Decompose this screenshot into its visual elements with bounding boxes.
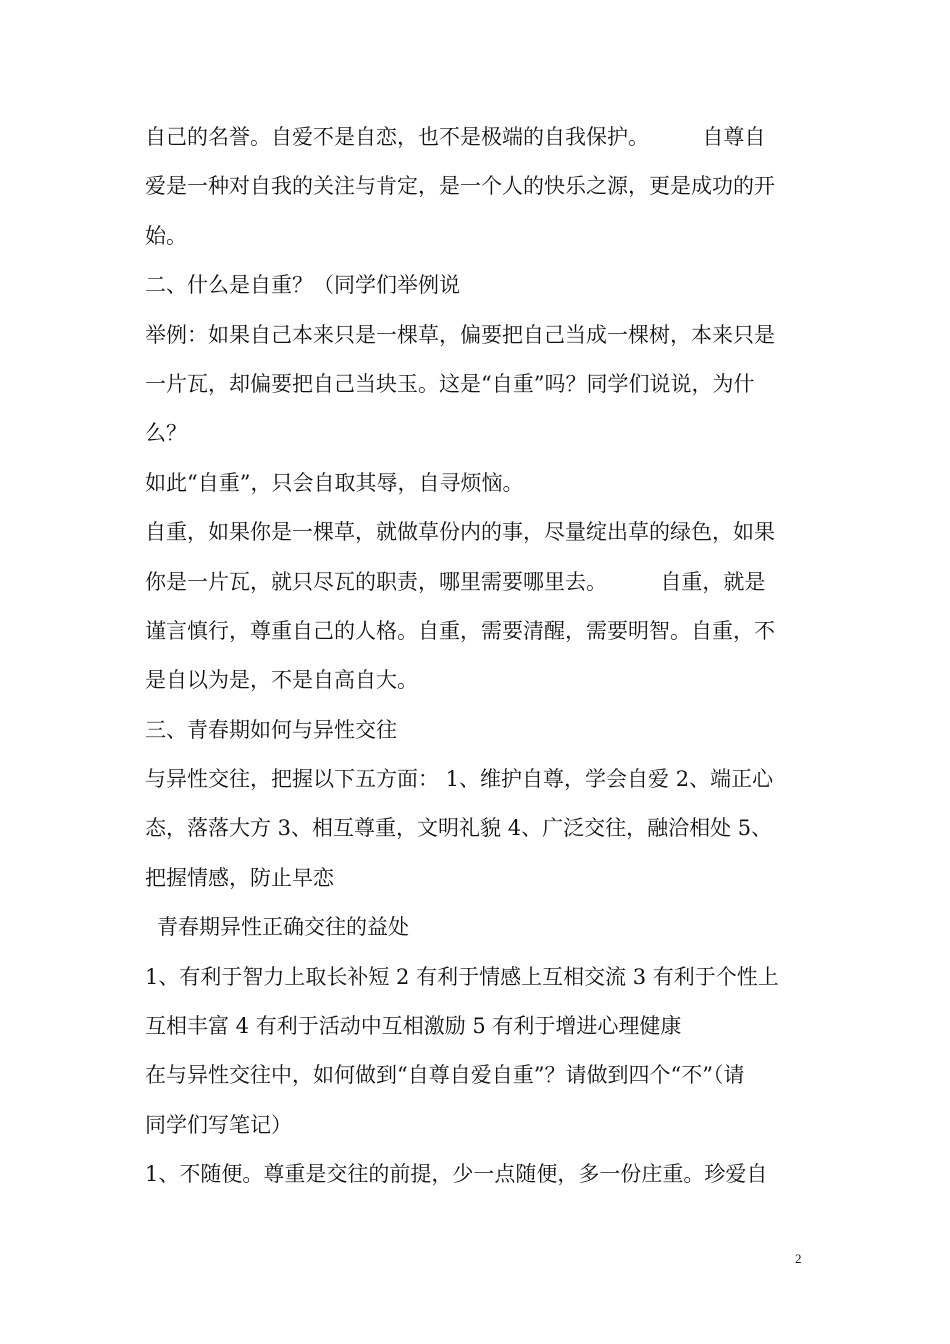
text-line: 爱是一种对自我的关注与肯定，是一个人的快乐之源，更是成功的开 xyxy=(145,174,775,199)
text-line: 自重，如果你是一棵草，就做草份内的事，尽量绽出草的绿色，如果 xyxy=(145,520,775,545)
text-line: 你是一片瓦，就只尽瓦的职责，哪里需要哪里去。 自重，就是 xyxy=(145,569,766,594)
text-line: 始。 xyxy=(145,223,187,248)
text-line: 是自以为是，不是自高自大。 xyxy=(145,668,418,693)
body-text xyxy=(145,113,810,1200)
text-line: 举例：如果自己本来只是一棵草，偏要把自己当成一棵树，本来只是 xyxy=(145,322,775,347)
text-line: 一片瓦，却偏要把自己当块玉。这是“自重”吗？同学们说说，为什 xyxy=(145,371,755,396)
text-line: 谨言慎行，尊重自己的人格。自重，需要清醒，需要明智。自重，不 xyxy=(145,618,775,643)
section-heading: 二、什么是自重？（同学们举例说 xyxy=(145,273,460,298)
text-line: 1、有利于智力上取长补短 2 有利于情感上互相交流 3 有利于个性上 xyxy=(145,964,779,989)
text-line: 与异性交往，把握以下五方面： 1、维护自尊，学会自爱 2、端正心 xyxy=(145,767,774,792)
text-line: 如此“自重”，只会自取其辱，自寻烦恼。 xyxy=(145,470,524,495)
text-line: 1、不随便。尊重是交往的前提，少一点随便，多一份庄重。珍爱自 xyxy=(145,1162,768,1187)
text-line: 同学们写笔记） xyxy=(145,1112,292,1137)
page-number: 2 xyxy=(795,1251,802,1266)
text-line: 态，落落大方 3、相互尊重，文明礼貌 4、广泛交往，融洽相处 5、 xyxy=(145,816,773,841)
text-line: 互相丰富 4 有利于活动中互相激励 5 有利于增进心理健康 xyxy=(145,1014,682,1039)
section-heading: 三、青春期如何与异性交往 xyxy=(145,717,397,742)
text-line: 自己的名誉。自爱不是自恋，也不是极端的自我保护。 自尊自 xyxy=(145,125,766,149)
text-line: 在与异性交往中，如何做到“自尊自爱自重”？请做到四个“不”（请 xyxy=(145,1063,745,1088)
text-line: 把握情感，防止早恋 xyxy=(145,865,334,890)
subheading: 青春期异性正确交往的益处 xyxy=(157,915,409,940)
text-line: 么？ xyxy=(145,421,187,446)
